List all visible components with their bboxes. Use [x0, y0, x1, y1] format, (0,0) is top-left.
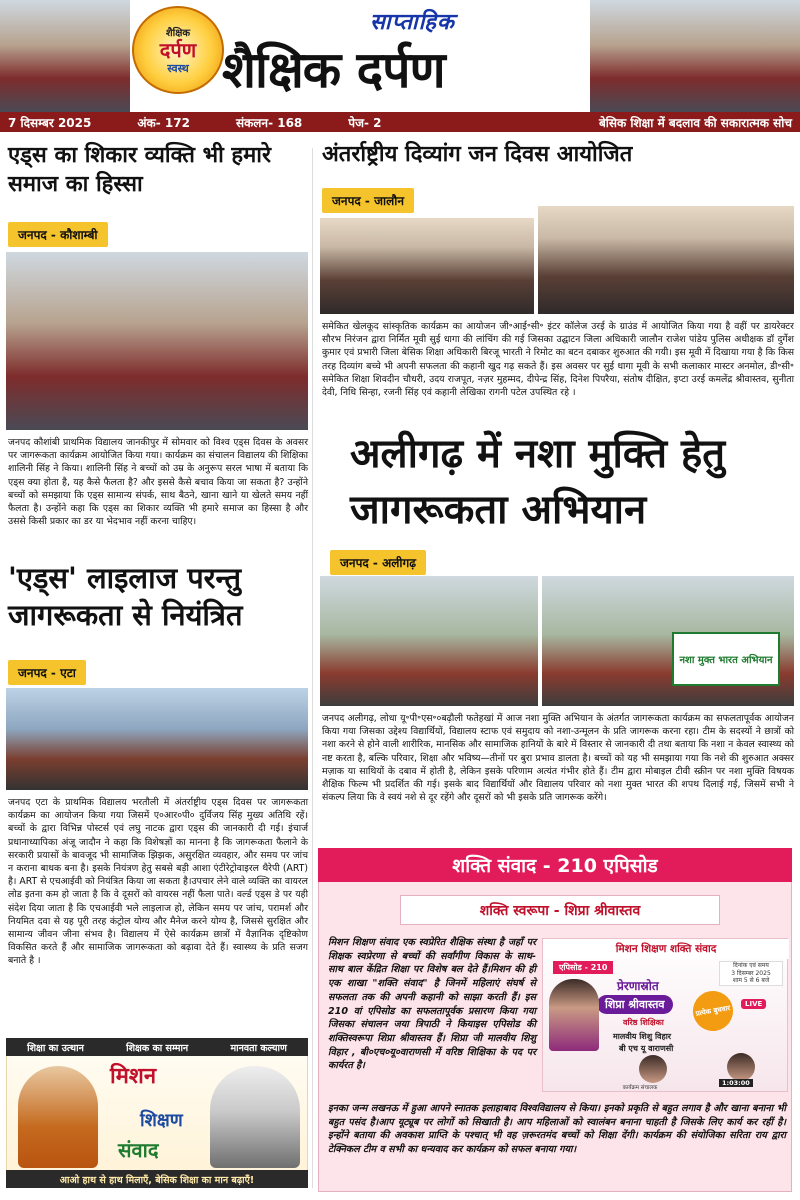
article-body-jalaun: समेकित खेलकूद सांस्कृतिक कार्यक्रम का आयोजन जी॰आई॰सी॰ इंटर कॉलेज उरई के ग्राउंड में आयोजित किया गया है वहीं पर डायरेक्टर सौरभ निरंजन द्वारा निर्मित मूवी सुई धागा की लांचिंग की गई जिसका उद्घाटन जिला अधिकारी जालौन राजेश पांडेय पुलिस अधीक्षक डॉ दुर्गेश कुमार एवं प्रभारी जिला बेसिक शिक्षा अधिकारी बिरजू भारती ने रिमोट का बटन दबाकर शुरुआत की गयी। इस मूवी में दिखाया गया है कि किस तरह दिव्यांग बच्चे भी अपनी सफलता की कहानी खुद गढ़ सकते हैं। इस अवसर पर सुई धागा मूवी के सभी कलाकार मास्टर अनमोल, डी॰सी॰ समेकित शिक्षा शिवदीन चौधरी, उदय राजपूत, नज़र मुहम्मद, दीपेन्द्र सिंह, दिनेश पिपरैया, संतोष दीक्षित, इप्टा उरई कमलेंद्र श्रीवास्तव, सुनीता देवी, निधि सिन्हा, रजनी सिंह एवं कहानी लेखिका रागनी पटेल उपस्थित रहे । [322, 321, 794, 398]
article-body-aligarh: जनपद अलीगढ़, लोधा यू॰पी॰एस॰०बढ़ौली फतेहखां में आज नशा मुक्ति अभियान के अंतर्गत जागरूकता कार्यक्रम का सफलतापूर्वक आयोजन किया गया जिसका उद्देश्य विद्यार्थियों, विद्यालय स्टाफ एवं समुदाय को नशा-उन्मूलन के प्रति जागरूक करना रहा। टीम के सदस्यों ने छात्रों को नशा करने से होने वाली शारीरिक, मानसिक और सामाजिक हानियों के बारे में विस्तार से जानकारी दी तथा बताया कि नशा न केवल स्वास्थ्य को नष्ट करता है, बल्कि परिवार, शिक्षा और भविष्य—तीनों पर बुरा प्रभाव डालता है। बच्चों को यह भी समझाया गया कि नशे की शुरुआत अक्सर मज़ाक या साथियों के दबाव में होती है, लेकिन इसके परिणाम अत्यंत गंभीर होते हैं। टीम द्वारा मोबाइल टीवी स्क्रीन पर नशा मुक्ति विषयक शैक्षिक फिल्म भी प्रदर्शित की गई। इसके बाद विद्यार्थियों और विद्यालय परिवार को नशा मुक्त भारत की शपथ दिलाई गई, जिसमें सभी ने संकल्प लिया कि वे स्वयं नशे से दूर रहेंगे और दूसरों को भी इसके प्रति जागरूक करेंगे। [322, 713, 794, 804]
info-bar [0, 112, 800, 132]
district-tag-etah: जनपद - एटा [8, 660, 86, 685]
promo-school: मालवीय शिशु विहार [613, 1032, 672, 1041]
photo-etah-posters [6, 688, 308, 790]
masthead-photo-right [590, 0, 800, 112]
mission-word-2: शिक्षण [140, 1110, 183, 1131]
promo-episode: एपिसोड - 210 [553, 961, 613, 974]
promo-role: वरिष्ठ शिक्षिका [623, 1018, 664, 1027]
masthead [0, 0, 800, 112]
headline-aids-etah: 'एड्स' लाइलाज परन्तु जागरूकता से नियंत्रित [8, 561, 243, 633]
mission-strip-item: शिक्षा का उत्थान [27, 1042, 84, 1054]
promo-title: मिशन शिक्षण शक्ति संवाद [543, 939, 789, 959]
shakti-subheader: शक्ति स्वरूपा - शिप्रा श्रीवास्तव [400, 895, 720, 925]
district-tag-aligarh: जनपद - अलीगढ़ [330, 550, 426, 575]
mission-footer: आओ हाथ से हाथ मिलाएँ, बेसिक शिक्षा का मान बढ़ाएँ! [6, 1170, 308, 1188]
photo-aligarh-banner [542, 576, 794, 706]
headline-nasha-mukti: अलीगढ़ में नशा मुक्ति हेतु जागरूकता अभियान [350, 431, 726, 533]
logo [132, 6, 224, 94]
issue-date: 7 दिसम्बर 2025 [8, 115, 92, 130]
promo-host-avatar [639, 1055, 667, 1083]
promo-date: 3 दिसम्बर 2025 [731, 969, 771, 977]
logo-small-text: शैक्षिक [165, 27, 191, 39]
tagline: बेसिक शिक्षा में बदलाव की सकारात्मक सोच [598, 115, 792, 130]
mission-word-3: संवाद [118, 1138, 159, 1162]
headline-aids-kaushambi: एड्स का शिकार व्यक्ति भी हमारे समाज का हिस्सा [8, 143, 271, 197]
logo-sub-text: स्वस्थ [167, 61, 189, 75]
portrait-vivekananda [18, 1066, 98, 1168]
issue-number: अंक- 172 [137, 115, 190, 130]
promo-place: बी एच यू वाराणसी [619, 1044, 674, 1053]
mission-strip-item: मानवता कल्याण [230, 1042, 287, 1054]
photo-jalaun-launch [538, 206, 794, 314]
compilation-number: संकलन- 168 [235, 115, 303, 130]
promo-coordinator-avatar [727, 1053, 755, 1081]
mission-word-1: मिशन [110, 1063, 157, 1089]
photo-jalaun-stage [320, 218, 534, 314]
page-number: पेज- 2 [348, 115, 382, 130]
column-divider [312, 148, 313, 1188]
promo-prerna: प्रेरणास्रोत [617, 979, 659, 993]
promo-date-line: दिनांक एवं समय [733, 962, 769, 969]
portrait-kalam [210, 1066, 300, 1168]
district-tag-jalaun: जनपद - जालौन [322, 188, 414, 213]
promo-time: शाम 5 से 6 बजे [732, 977, 770, 984]
masthead-title: शैक्षिक दर्पण [222, 41, 445, 99]
mission-strip [6, 1038, 308, 1056]
mission-strip-item: शिक्षक का सम्मान [126, 1042, 189, 1054]
saptahik-label: साप्ताहिक [370, 9, 455, 35]
promo-host-label: कार्यक्रम संचालक [622, 1085, 658, 1091]
shakti-header: शक्ति संवाद - 210 एपिसोड [318, 848, 792, 882]
article-body-etah: जनपद एटा के प्राथमिक विद्यालय भरतौली में अंतर्राष्ट्रीय एड्स दिवस पर जागरूकता कार्यक्रम का आयोजन किया गया जिसमें ए०आर०पी० दुर्विजय सिंह मुख्य अतिथि रहें। बच्चों के द्वारा विभिन्न पोस्टर्स एवं लघु नाटक द्वारा एड्स की जानकारी दी गई। इंचार्ज प्रधानाध्यापिका अंजू जादौन ने कहा कि विशेषज्ञों का मानना है कि जागरूकता फैलाने के सरकारी प्रयासों के बावजूद भी सामाजिक झिझक, असुरक्षित व्यवहार, और समय पर जांच न कराना बाधक बना है। इसके नियंत्रण हेतु सबसे बड़ी आशा एंटीरेट्रोवाइरल थैरेपी (ART) है। ART से एचआईवी को नियंत्रित किया जा सकता है।उपचार लेने वाले व्यक्ति का वायरल लोड इतना कम हो जाता है कि वे दूसरों को वायरस नहीं फैला पाते। वर्ल्ड एड्स डे पर यही संदेश दिया जाता है कि एचआईवी भले लाइलाज हो, लेकिन समय पर जांच, परामर्श और नियमित दवा से यह पूरी तरह कंट्रोल योग्य और मैनेज करने योग्य है, जिससे सुरक्षित और सामान्य जीवन जीना संभव है। विद्यालय में ऐसे कार्यक्रम छात्रों में वैज्ञानिक दृष्टिकोण विकसित करते हैं और सामाजिक जागरूकता को बढ़ावा देते हैं। स्वास्थ्य के प्रति सजग बनाते है । [8, 797, 308, 967]
shakti-paragraph-1: मिशन शिक्षण संवाद एक स्वप्रेरित शैक्षिक संस्था है जहाँ पर शिक्षक स्वप्रेरणा से बच्चों की सर्वांगीण विकास के साथ- साथ बाल केंद्रित शिक्षा पर विशेष बल देते हैं।मिशन की ही एक शाखा "शक्ति संवाद" है जिनमें महिलाएं संघर्ष से सफलता तक की अपनी कहानी को साझा करती हैं। इस 210 वां एपिसोड का सफलतापूर्वक प्रसारण किया गया जिसका संचालन जया त्रिपाठी ने कियाइस एपिसोड की शक्तिस्वरूपा शिप्रा श्रीवास्तव हैं। शिप्रा जी मालवीय शिशु विहार , बी०एच०यू०वाराणसी में वरिष्ठ शिक्षिका के पद पर कार्यरत है। [328, 937, 536, 1072]
promo-host-caption [605, 1085, 675, 1092]
masthead-photo-left [0, 0, 130, 112]
promo-name: शिप्रा श्रीवास्तव [597, 995, 673, 1014]
shakti-paragraph-2: इनका जन्म लखनऊ में हुआ आपने स्नातक इलाहाबाद विश्वविद्यालय से किया। इनको प्रकृति से बहुत लगाव है और खाना बनाना भी बहुत पसंद है।आप यूट्यूब पर लोगों को सिखाती है। आप महिलाओं को स्वालंबन बनाना चाहती है जिसके लिए कार्य कर रहीं है। इन्होंने बताया की अवकाश प्राप्ति के पश्चात् भी वह ज़रूरतमंद बच्चों को शिक्षा देंगी। कार्यक्रम की संयोजिका सरिता राय द्वारा टेक्निकल टीम व सभी का धन्यवाद कर कार्यक्रम को सफल बनाया गया। [328, 1103, 786, 1156]
nasha-mukt-banner: नशा मुक्त भारत अभियान [672, 632, 780, 686]
district-tag-kaushambi: जनपद - कौशाम्बी [8, 222, 108, 247]
promo-day-badge: प्रत्येक बुधवार [690, 988, 736, 1034]
promo-portrait-shipra [549, 979, 599, 1051]
promo-date-box [719, 961, 783, 986]
article-body-kaushambi: जनपद कौशांबी प्राथमिक विद्यालय जानकीपुर में सोमवार को विश्व एड्स दिवस के अवसर पर जागरूकता कार्यक्रम आयोजित किया गया। कार्यक्रम का संचालन विद्यालय की शिक्षिका शालिनी सिंह ने किया। शालिनी सिंह ने बच्चों को उम्र के अनुरूप सरल भाषा में बताया कि एड्स क्या होता है, यह कैसे फैलता है? और इससे कैसे बचाव किया जा सकता है? उन्होंने बच्चों को समझाया कि एड्स सामान्य संपर्क, साथ बैठने, खाना खाने या खेलते समय नहीं फैलता है। उन्होंने कहा कि एड्स का शिकार व्यक्ति भी हमारे समाज का हिस्सा है और उससे किसी प्रकार का डर या भेदभाव नहीं करना चाहिए। [8, 437, 308, 528]
photo-kaushambi-children [6, 252, 308, 430]
live-badge: LIVE [741, 999, 766, 1009]
headline-divyang: अंतर्राष्ट्रीय दिव्यांग जन दिवस आयोजित [322, 142, 633, 167]
video-duration: 1:03:00 [719, 1079, 753, 1087]
episode-promo-card [542, 938, 788, 1092]
logo-big-text: दर्पण [159, 37, 197, 62]
photo-aligarh-van [320, 576, 538, 706]
